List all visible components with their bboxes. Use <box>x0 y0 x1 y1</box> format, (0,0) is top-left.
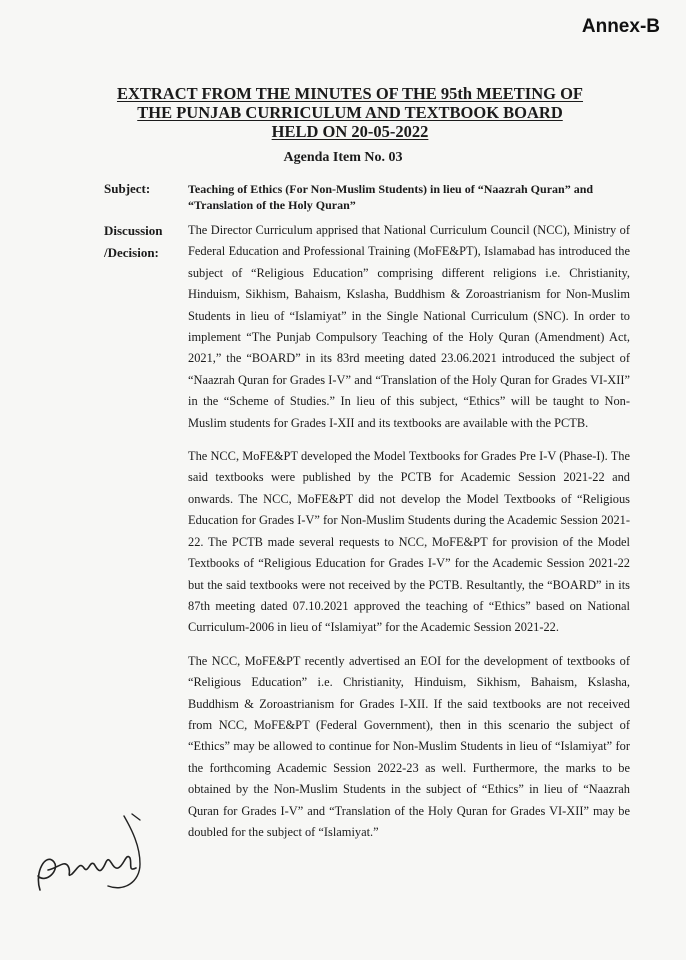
decision-label: /Decision: <box>104 245 159 260</box>
paragraph-3: The NCC, MoFE&PT recently advertised an EOI for the development of textbooks of “Religious Education” i.e. Christianity, Hinduism, Sikhism, Bahaism, Kslasha, Buddhism & Zoroastrianism for Grades I-XII. If the said textbooks are not received from NCC, MoFE&PT (Federal Government), then in this scenario the subject of “Ethics” may be allowed to continue for Non-Muslim Students in lieu of “Islamiyat” for the forthcoming Academic Session 2022-23 as well. Furthermore, the marks to be obtained by the Non-Muslim Students in the subject of “Ethics” in lieu of “Naazrah Quran for Grades I-V” and “Translation of the Holy Quran for Grades VI-XII” may be doubled for the subject of “Islamiyat.” <box>188 653 630 839</box>
annex-label: Annex-B <box>581 16 660 37</box>
discussion-body <box>188 220 630 855</box>
paragraph-2: The NCC, MoFE&PT developed the Model Textbooks for Grades Pre I-V (Phase-I). The said textbooks were published by the PCTB for Academic Session 2021-22 and onwards. The NCC, MoFE&PT did not develop the Model Textbooks of “Religious Education for Grades I-V” for Non-Muslim Students during the Academic Session 2021-22. The PCTB made several requests to NCC, MoFE&PT for provision of the Model Textbooks of “Religious Education for Grades I-V” for the Academic Session 2021-22 but the said textbooks were not received by the PCTB. Resultantly, the “BOARD” in its 87th meeting dated 07.10.2021 approved the teaching of “Ethics” based on National Curriculum-2006 in lieu of “Islamiyat” for the Academic Session 2021-22. <box>188 449 630 635</box>
discussion-label: Discussion <box>104 223 163 238</box>
title-line-2: THE PUNJAB CURRICULUM AND TEXTBOOK BOARD <box>137 103 563 122</box>
handwritten-signature-icon <box>28 812 180 904</box>
subject-label: Subject: <box>104 181 151 196</box>
paragraph-1: The Director Curriculum apprised that National Curriculum Council (NCC), Ministry of Federal Education and Professional Training (MoFE&PT), Islamabad has introduced the subject of “Religious Education” comprising different religions i.e. Christianity, Hinduism, Sikhism, Bahaism, Kslasha, Buddhism & Zoroastrianism for Non-Muslim Students in lieu of “Islamiyat” in the Single National Curriculum (SNC). In order to implement “The Punjab Compulsory Teaching of the Holy Quran (Amendment) Act, 2021,” the “BOARD” in its 83rd meeting dated 23.06.2021 introduced the subject of “Naazrah Quran for Grades I-V” and “Translation of the Holy Quran for Grades VI-XII” in the “Scheme of Studies.” In lieu of this subject, “Ethics” will be taught to Non-Muslim students for Grades I-XII and its textbooks are available with the PCTB. <box>188 223 630 430</box>
agenda-item: Agenda Item No. 03 <box>283 150 403 165</box>
title-line-3: HELD ON 20-05-2022 <box>271 122 429 141</box>
title-line-1: EXTRACT FROM THE MINUTES OF THE 95th MEETING OF <box>116 84 584 103</box>
subject-text: Teaching of Ethics (For Non-Muslim Students) in lieu of “Naazrah Quran” and “Translation of the Holy Quran” <box>188 182 594 212</box>
document-title <box>100 84 600 141</box>
